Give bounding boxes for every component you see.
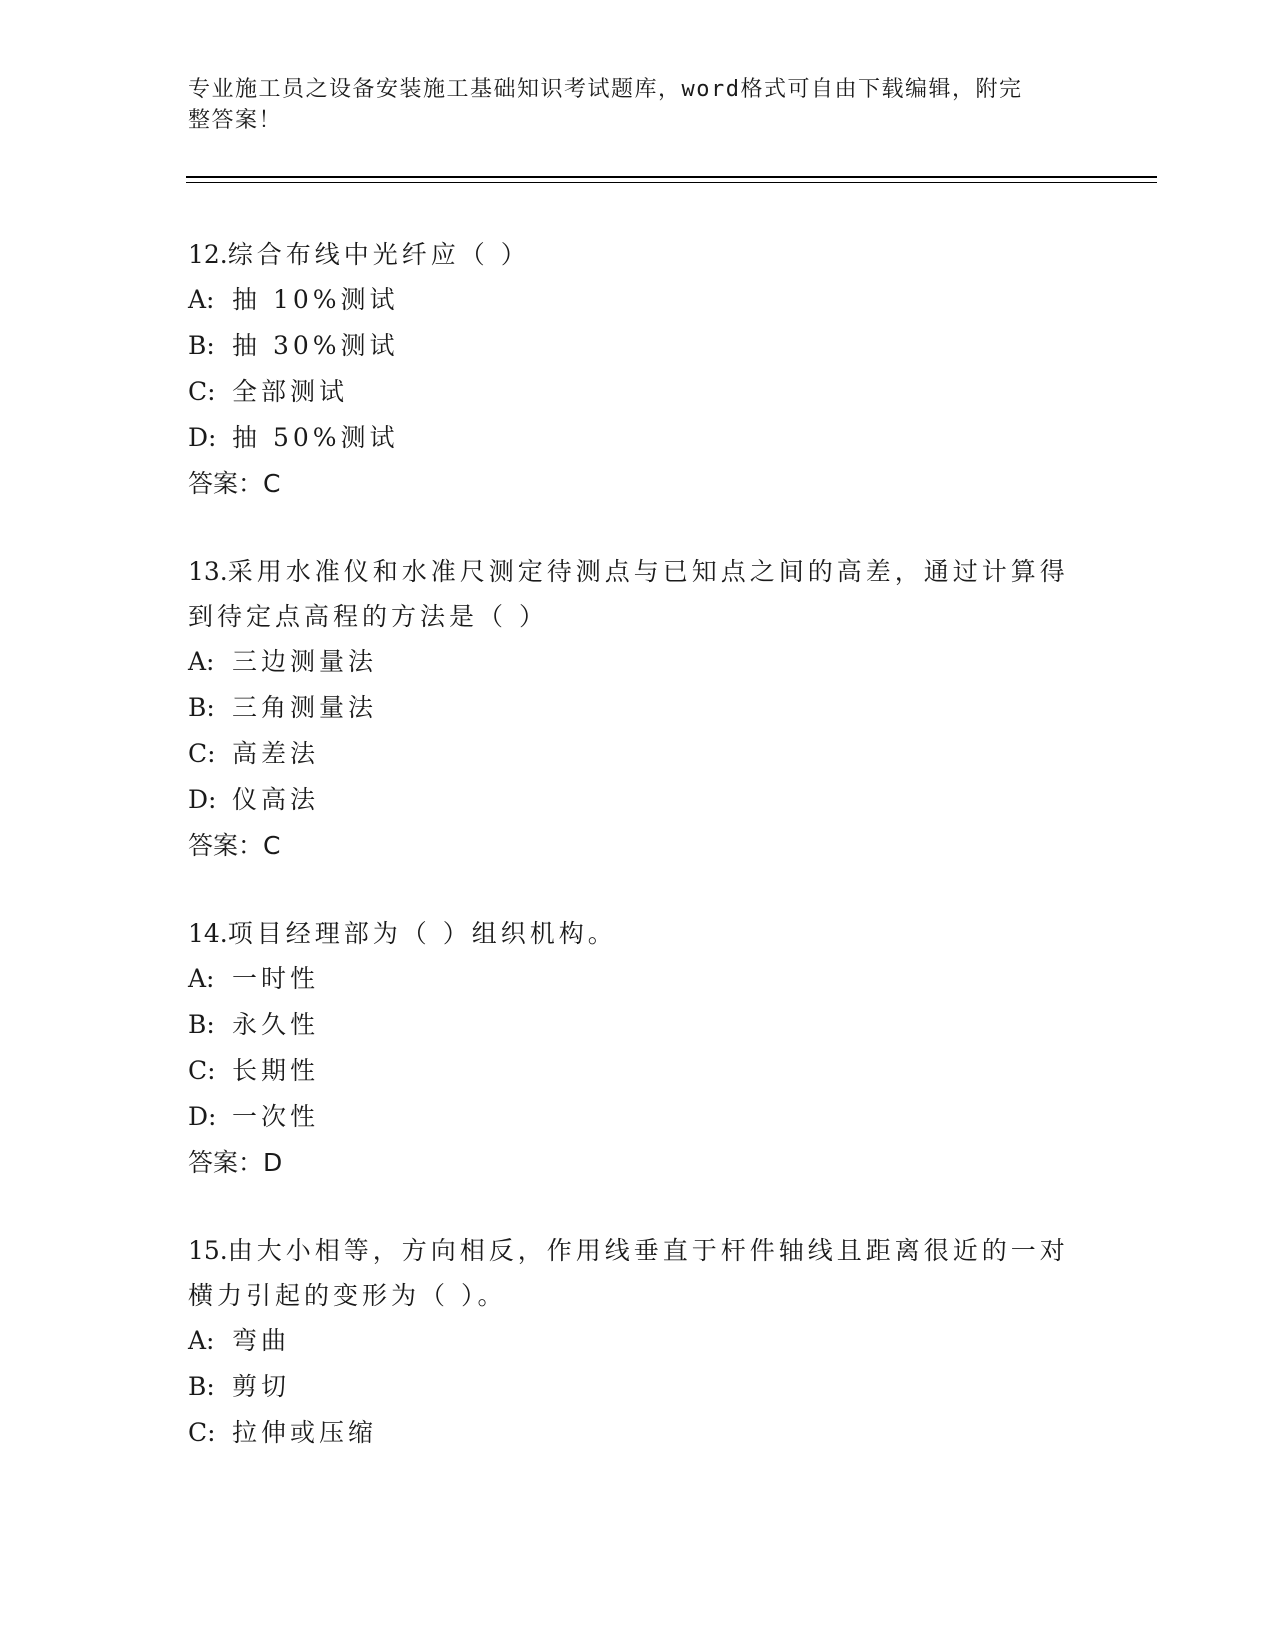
question-stem	[188, 549, 1088, 639]
option-text: 三角测量法	[232, 693, 378, 722]
header-line-2: 整答案！	[188, 108, 283, 133]
option-text: 抽 30%测试	[232, 331, 399, 360]
option-label: A:	[188, 1326, 215, 1355]
option-label: A:	[188, 285, 215, 314]
option-d	[188, 1094, 1088, 1140]
option-label: D:	[188, 785, 217, 814]
question-13	[188, 549, 1088, 869]
option-label: B:	[188, 1010, 215, 1039]
option-c	[188, 731, 1088, 777]
option-c	[188, 1048, 1088, 1094]
option-label: D:	[188, 423, 217, 452]
option-label: C:	[188, 377, 216, 406]
question-stem	[188, 232, 1088, 277]
question-number: 15.	[188, 1236, 228, 1265]
option-text: 抽 50%测试	[232, 423, 399, 452]
option-label: B:	[188, 693, 215, 722]
header-line-1: 专业施工员之设备安装施工基础知识考试题库，word格式可自由下载编辑，附完	[188, 77, 1023, 102]
option-text: 一时性	[232, 964, 320, 993]
question-text: 综合布线中光纤应（ ）	[227, 240, 530, 269]
option-text: 全部测试	[232, 377, 349, 406]
question-text: 由大小相等，方向相反，作用线垂直于杆件轴线且距离很近的一对横力引起的变形为（ ）。	[188, 1236, 1069, 1310]
option-b	[188, 323, 1088, 369]
option-text: 剪切	[232, 1372, 291, 1401]
option-d	[188, 415, 1088, 461]
option-a	[188, 277, 1088, 323]
answer-line: 答案：C	[188, 831, 281, 860]
option-text: 拉伸或压缩	[232, 1418, 378, 1447]
header-divider-thick	[186, 176, 1157, 178]
option-label: C:	[188, 739, 216, 768]
option-text: 抽 10%测试	[232, 285, 399, 314]
question-15	[188, 1228, 1088, 1456]
option-a	[188, 956, 1088, 1002]
option-text: 永久性	[232, 1010, 320, 1039]
option-text: 弯曲	[232, 1326, 291, 1355]
option-b	[188, 685, 1088, 731]
option-a	[188, 639, 1088, 685]
question-text: 项目经理部为（ ）组织机构。	[227, 919, 617, 948]
header-divider-thin	[186, 182, 1157, 183]
option-label: B:	[188, 331, 215, 360]
option-text: 仪高法	[232, 785, 320, 814]
document-header	[188, 74, 1068, 136]
option-a	[188, 1318, 1088, 1364]
option-label: A:	[188, 964, 215, 993]
option-text: 三边测量法	[232, 647, 378, 676]
question-14	[188, 911, 1088, 1186]
option-label: A:	[188, 647, 215, 676]
question-stem	[188, 1228, 1088, 1318]
option-label: D:	[188, 1102, 217, 1131]
answer-line: 答案：C	[188, 469, 281, 498]
option-text: 长期性	[232, 1056, 320, 1085]
question-list	[188, 232, 1088, 1498]
option-b	[188, 1002, 1088, 1048]
option-text: 高差法	[232, 739, 320, 768]
option-label: B:	[188, 1372, 215, 1401]
option-label: C:	[188, 1056, 216, 1085]
question-number: 14.	[188, 919, 228, 948]
question-number: 13.	[188, 557, 228, 586]
question-stem	[188, 911, 1088, 956]
option-text: 一次性	[232, 1102, 320, 1131]
option-label: C:	[188, 1418, 216, 1447]
question-text: 采用水准仪和水准尺测定待测点与已知点之间的高差，通过计算得到待定点高程的方法是（ ）	[188, 557, 1069, 631]
option-c	[188, 369, 1088, 415]
question-number: 12.	[188, 240, 228, 269]
option-d	[188, 777, 1088, 823]
option-b	[188, 1364, 1088, 1410]
option-c	[188, 1410, 1088, 1456]
answer-line: 答案：D	[188, 1148, 283, 1177]
question-12	[188, 232, 1088, 507]
